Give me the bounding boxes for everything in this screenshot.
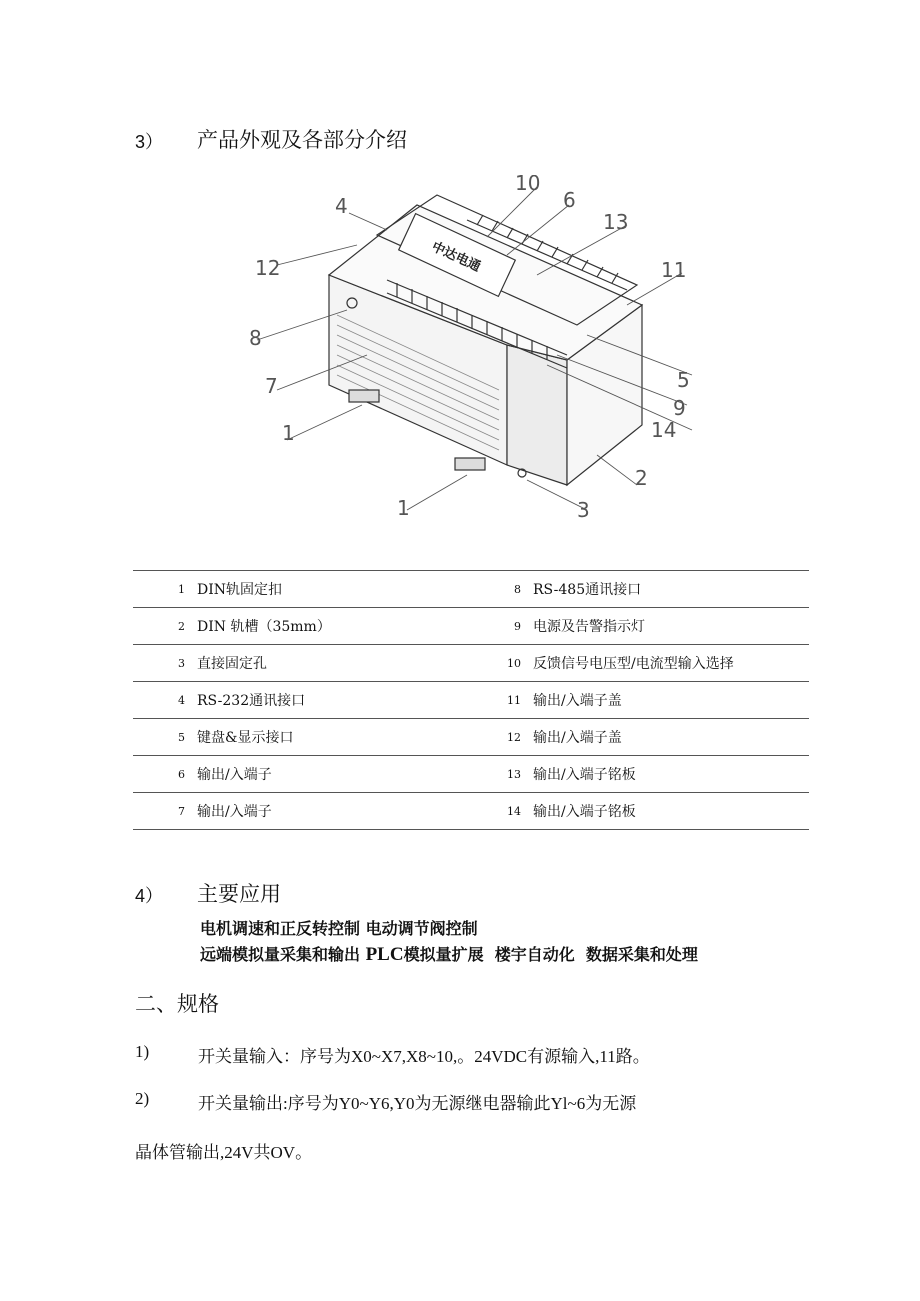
table-row <box>133 756 809 793</box>
table-row <box>133 682 809 719</box>
diagram-label-11: 11 <box>661 258 687 282</box>
part-number: 5 <box>133 719 197 756</box>
part-number: 2 <box>133 608 197 645</box>
spec-item-2-continued: 晶体管输出,24V共OV。 <box>135 1143 313 1162</box>
diagram-label-9: 9 <box>673 396 686 420</box>
applications-text-b: 模拟量扩展 楼宇自动化 数据采集和处理 <box>403 945 698 964</box>
logo-text: 中达电通 <box>429 239 483 276</box>
spec-item-1-number: 1) <box>135 1042 150 1061</box>
diagram-label-2: 2 <box>635 466 648 490</box>
table-row <box>133 645 809 682</box>
part-name: 直接固定孔 <box>197 645 497 682</box>
part-number: 10 <box>497 645 533 682</box>
applications-line-1: 电机调速和正反转控制 电动调节阀控制 <box>200 919 478 938</box>
part-number: 13 <box>497 756 533 793</box>
part-name: 输出/入端子 <box>197 756 497 793</box>
part-name: 键盘&显示接口 <box>197 719 497 756</box>
part-number: 6 <box>133 756 197 793</box>
part-name: 输出/入端子盖 <box>533 682 809 719</box>
part-name: 输出/入端子 <box>197 793 497 830</box>
part-number: 8 <box>497 571 533 608</box>
section-3-number: 3） <box>135 132 164 152</box>
part-name: DIN 轨槽（35mm） <box>197 608 497 645</box>
diagram-label-1b: 1 <box>397 496 410 520</box>
table-row <box>133 571 809 608</box>
spec-item-2-text: 开关量输出:序号为Y0~Y6,Y0为无源继电器输此Yl~6为无源 <box>198 1094 637 1113</box>
part-number: 4 <box>133 682 197 719</box>
diagram-label-5: 5 <box>677 368 690 392</box>
part-name: DIN轨固定扣 <box>197 571 497 608</box>
diagram-label-12: 12 <box>255 256 281 280</box>
product-diagram <box>237 175 705 525</box>
table-row <box>133 608 809 645</box>
diagram-label-8: 8 <box>249 326 262 350</box>
applications-text-a: 远端模拟量采集和输出 <box>200 945 366 964</box>
device-front-right <box>507 345 567 485</box>
part-name: RS-485通讯接口 <box>533 571 809 608</box>
part-name: 反馈信号电压型/电流型输入选择 <box>533 645 809 682</box>
part-name: 输出/入端子铭板 <box>533 793 809 830</box>
section-3-title: 产品外观及各部分介绍 <box>197 128 407 152</box>
diagram-label-13: 13 <box>603 210 629 234</box>
diagram-label-3: 3 <box>577 498 590 522</box>
part-number: 9 <box>497 608 533 645</box>
part-name: 电源及告警指示灯 <box>533 608 809 645</box>
part-name: 输出/入端子盖 <box>533 719 809 756</box>
diagram-label-1a: 1 <box>282 421 295 445</box>
part-number: 12 <box>497 719 533 756</box>
diagram-label-7: 7 <box>265 374 278 398</box>
plc-label: PLC <box>365 944 404 965</box>
applications-line-2 <box>200 942 698 966</box>
part-number: 7 <box>133 793 197 830</box>
parts-table <box>133 570 809 830</box>
diagram-label-6: 6 <box>563 188 576 212</box>
part-number: 3 <box>133 645 197 682</box>
table-row <box>133 719 809 756</box>
diagram-label-10: 10 <box>515 175 541 195</box>
spec-title: 二、规格 <box>135 992 219 1016</box>
section-4-number: 4） <box>135 886 164 906</box>
part-name: 输出/入端子铭板 <box>533 756 809 793</box>
part-number: 11 <box>497 682 533 719</box>
din-clip-right <box>455 458 485 470</box>
spec-item-2-number: 2) <box>135 1089 150 1108</box>
part-number: 1 <box>133 571 197 608</box>
spec-item-1-text: 开关量输入：序号为X0~X7,X8~10,。24VDC有源输入,11路。 <box>198 1047 650 1066</box>
part-number: 14 <box>497 793 533 830</box>
section-4-title: 主要应用 <box>197 882 281 906</box>
din-clip-left <box>349 390 379 402</box>
diagram-label-14: 14 <box>651 418 677 442</box>
part-name: RS-232通讯接口 <box>197 682 497 719</box>
diagram-label-4: 4 <box>335 194 348 218</box>
table-row <box>133 793 809 830</box>
